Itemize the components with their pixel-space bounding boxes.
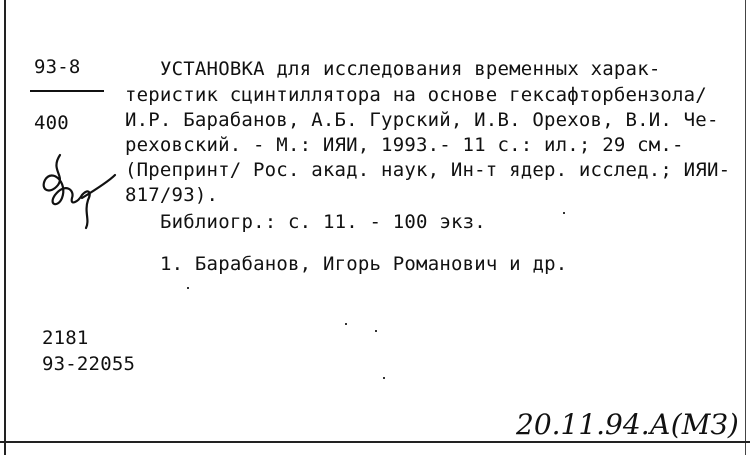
inventory-number-1: 2181 bbox=[42, 327, 89, 349]
card-bottom-rule bbox=[0, 441, 750, 443]
tracing-entry: 1. Барабанов, Игорь Романович и др. bbox=[160, 253, 568, 275]
speck bbox=[563, 212, 565, 214]
speck bbox=[345, 323, 347, 325]
inventory-number-2: 93-22055 bbox=[42, 353, 136, 375]
speck bbox=[383, 377, 385, 379]
call-number-bottom: 400 bbox=[34, 112, 69, 134]
card-left-edge bbox=[4, 0, 6, 455]
description-line-5: (Препринт/ Рос. акад. наук, Ин-т ядер. исслед.; ИЯИ- bbox=[125, 159, 731, 181]
card-right-edge bbox=[745, 0, 746, 455]
call-number-divider bbox=[30, 90, 104, 92]
bibliography-note: Библиогр.: с. 11. - 100 экз. bbox=[160, 211, 486, 233]
description-line-2: теристик сцинтиллятора на основе гексафторбензола/ bbox=[125, 84, 707, 106]
description-line-3: И.Р. Барабанов, А.Б. Гурский, И.В. Орехов, В.И. Че- bbox=[125, 109, 719, 131]
handwritten-signature bbox=[20, 150, 120, 230]
description-line-4: реховский. - М.: ИЯИ, 1993.- 11 с.: ил.; 29 см.- bbox=[125, 134, 684, 156]
handwritten-date-text: 20.11.94.А(МЗ) bbox=[516, 408, 739, 441]
description-line-1: УСТАНОВКА для исследования временных харак- bbox=[160, 58, 661, 80]
description-line-6: 817/93). bbox=[125, 184, 219, 206]
speck bbox=[187, 287, 189, 289]
call-number-top: 93-8 bbox=[34, 56, 81, 78]
speck bbox=[375, 330, 377, 332]
